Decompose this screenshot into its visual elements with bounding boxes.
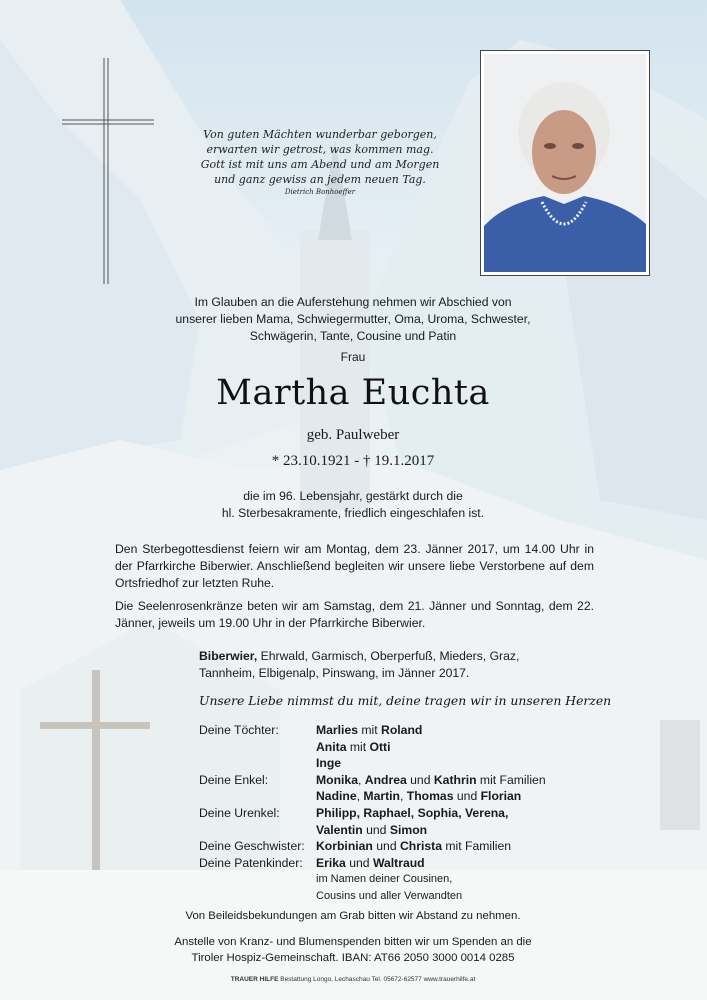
mourner-row xyxy=(199,888,546,905)
death-note xyxy=(110,488,596,522)
daughters-label: Deine Töchter: xyxy=(199,723,279,737)
quote-line: und ganz gewiss an jedem neuen Tag. xyxy=(214,173,426,186)
bonhoeffer-quote xyxy=(170,127,470,197)
grandchildren-label: Deine Enkel: xyxy=(199,772,269,787)
motto: Unsere Liebe nimmst du mit, deine tragen wir in unseren Herzen xyxy=(199,693,612,708)
mourners-list xyxy=(199,722,546,905)
mourner-name: Kathrin xyxy=(433,772,477,787)
intro-line: Im Glauben an die Auferstehung nehmen wir Abschied von xyxy=(194,295,512,309)
mourner-name: Erika xyxy=(316,855,346,870)
mourner-name: Florian xyxy=(480,789,522,804)
mourner-name: Marlies xyxy=(316,723,359,737)
mourner-connector: mit Familien xyxy=(476,772,546,787)
mourner-name: Andrea xyxy=(364,772,407,787)
mourner-connector: und xyxy=(362,822,390,837)
mourner-connector: , xyxy=(399,789,407,804)
great-grandchildren-label: Deine Urenkel: xyxy=(199,805,280,820)
funeral-home-credit xyxy=(110,976,596,983)
mourner-connector: und xyxy=(372,839,400,854)
quote-line: erwarten wir getrost, was kommen mag. xyxy=(206,143,434,156)
mourner-connector: mit xyxy=(358,723,382,737)
mourner-row xyxy=(199,838,546,855)
cross-icon xyxy=(62,58,154,284)
salutation: Frau xyxy=(340,350,366,364)
intro-line: Schwägerin, Tante, Cousine und Patin xyxy=(249,329,457,343)
mourner-name: Nadine xyxy=(316,789,357,804)
donation-line: Tiroler Hospiz-Gemeinschaft. IBAN: AT66 2050 3000 0014 0285 xyxy=(191,952,515,964)
quote-line: Gott ist mit uns am Abend und am Morgen xyxy=(200,158,440,171)
rosary-text: Die Seelenrosenkränze beten wir am Samstag, dem 21. Jänner und Sonntag, dem 22. Jänner, jeweils um 19.00 Uhr in der Pfarrkirche Biberwier. xyxy=(115,599,594,630)
intro-text xyxy=(110,294,596,345)
mourner-name: Philipp, Raphael, Sophia, Verena, xyxy=(316,805,509,820)
donation-line: Anstelle von Kranz- und Blumenspenden bitten wir um Spenden an die xyxy=(174,936,532,948)
mourner-name: Otti xyxy=(369,739,391,754)
credit-details: Bestattung Longo, Lechaschau Tel. 05672-62577 www.trauerhilfe.at xyxy=(278,976,476,983)
places-list: Ehrwald, Garmisch, Oberperfuß, Mieders, Graz, xyxy=(257,649,520,663)
intro-line: unserer lieben Mama, Schwiegermutter, Oma, Uroma, Schwester, xyxy=(175,312,531,326)
mourner-row xyxy=(199,822,546,839)
mourner-row xyxy=(199,755,546,772)
mourner-row xyxy=(199,739,546,756)
godchildren-label: Deine Patenkinder: xyxy=(199,855,303,870)
mourner-row xyxy=(199,855,546,872)
mourner-name: Korbinian xyxy=(316,839,373,854)
donation-note xyxy=(110,934,596,966)
mourner-name: Simon xyxy=(389,822,428,837)
mourner-connector: mit Familien xyxy=(441,839,512,854)
mourner-name: Waltraud xyxy=(372,855,425,870)
mourner-name: Monika xyxy=(316,772,358,787)
mourner-connector: und xyxy=(406,772,434,787)
mourner-name: Valentin xyxy=(316,822,363,837)
mourner-name: Thomas xyxy=(406,789,454,804)
mourner-connector: , xyxy=(357,772,365,787)
life-dates: * 23.10.1921 - † 19.1.2017 xyxy=(271,453,435,469)
maiden-name: geb. Paulweber xyxy=(306,427,400,443)
death-note-line: hl. Sterbesakramente, friedlich eingeschlafen ist. xyxy=(221,506,485,520)
mourner-name: Inge xyxy=(316,756,342,771)
mourner-connector: und xyxy=(453,789,481,804)
death-note-line: die im 96. Lebensjahr, gestärkt durch die xyxy=(243,489,463,503)
mourner-row xyxy=(199,805,546,822)
mourner-name: Anita xyxy=(316,739,347,754)
mourner-row xyxy=(199,871,546,888)
closing-line: im Namen deiner Cousinen, xyxy=(316,873,453,886)
quote-author: Dietrich Bonhoeffer xyxy=(284,188,356,196)
quote-line: Von guten Mächten wunderbar geborgen, xyxy=(203,128,437,141)
condolence-note: Von Beileidsbekundungen am Grab bitten wir Abstand zu nehmen. xyxy=(185,910,521,922)
funeral-service-text: Den Sterbegottesdienst feiern wir am Montag, dem 23. Jänner 2017, um 14.00 Uhr in der Pfarrkirche Biberwier. Anschließend begleiten wir unsere liebe Verstorbene auf dem Ortsfriedhof zur letzten Ruhe. xyxy=(115,542,594,590)
deceased-name: Martha Euchta xyxy=(216,373,490,413)
mourner-connector: und xyxy=(345,855,373,870)
places-date xyxy=(199,648,579,682)
brand-name: TRAUER HILFE xyxy=(230,976,279,983)
mourner-name: Roland xyxy=(381,723,423,737)
siblings-label: Deine Geschwister: xyxy=(199,839,305,854)
mourner-row xyxy=(199,788,546,805)
town-name: Biberwier, xyxy=(199,649,258,663)
places-list-2: Tannheim, Elbigenalp, Pinswang, im Jänner 2017. xyxy=(199,666,470,680)
portrait-photo xyxy=(480,50,650,276)
mourner-name: Martin xyxy=(363,789,400,804)
mourner-connector: , xyxy=(356,789,364,804)
closing-line: Cousins und aller Verwandten xyxy=(316,889,463,902)
portrait-image xyxy=(484,54,646,272)
mourner-row xyxy=(199,772,546,789)
mourner-row xyxy=(199,722,546,739)
mourner-connector: mit xyxy=(346,739,370,754)
mourner-name: Christa xyxy=(399,839,442,854)
